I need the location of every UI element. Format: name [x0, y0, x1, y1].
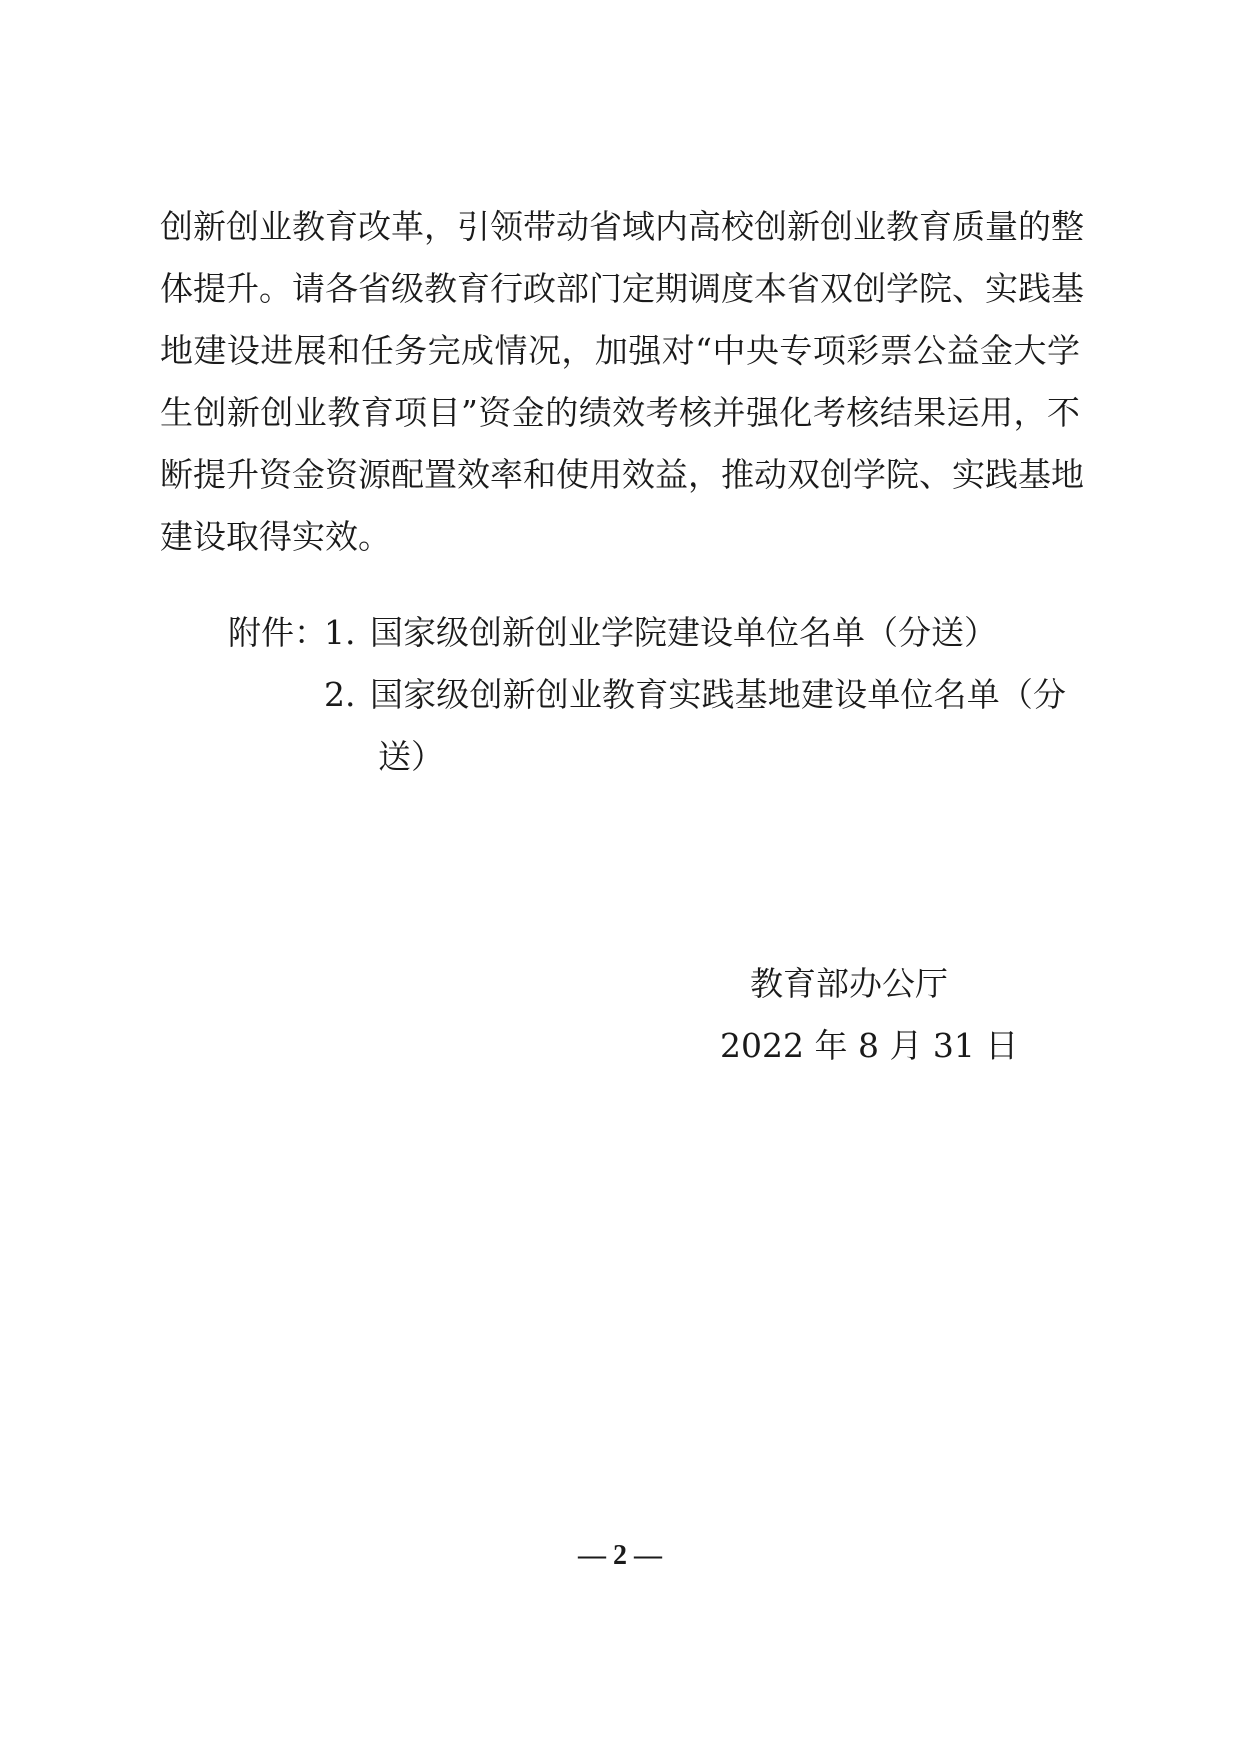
- paragraph-line: 体提升。请各省级教育行政部门定期调度本省双创学院、实践基: [160, 269, 1084, 308]
- attachment-number: 1.: [324, 613, 356, 652]
- paragraph-line: 创新创业教育改革，引领带动省域内高校创新创业教育质量的整: [160, 207, 1084, 246]
- page-number: — 2 —: [578, 1540, 662, 1571]
- issue-date: 2022 年 8 月 31 日: [720, 1026, 1019, 1065]
- issuing-organization: 教育部办公厅: [750, 964, 948, 1003]
- paragraph-line: 地建设进展和任务完成情况，加强对“中央专项彩票公益金大学: [160, 331, 1080, 370]
- attachments-label: 附件：: [228, 613, 327, 652]
- attachment-item-2-continuation: [228, 726, 1088, 788]
- attachment-item-1: [228, 602, 1088, 664]
- attachment-title: 国家级创新创业学院建设单位名单（分送）: [370, 613, 997, 652]
- body-paragraph: [160, 196, 1084, 568]
- attachment-title: 国家级创新创业教育实践基地建设单位名单（分: [370, 675, 1066, 714]
- paragraph-line: 断提升资金资源配置效率和使用效益，推动双创学院、实践基地: [160, 455, 1084, 494]
- paragraph-line: 生创新创业教育项目”资金的绩效考核并强化考核结果运用，不: [160, 393, 1080, 432]
- attachment-number: 2.: [324, 675, 356, 714]
- attachment-item-2: [228, 664, 1088, 726]
- paragraph-line: 建设取得实效。: [160, 517, 391, 556]
- attachments-section: [228, 602, 1088, 788]
- attachment-title-continuation: 送）: [378, 737, 444, 776]
